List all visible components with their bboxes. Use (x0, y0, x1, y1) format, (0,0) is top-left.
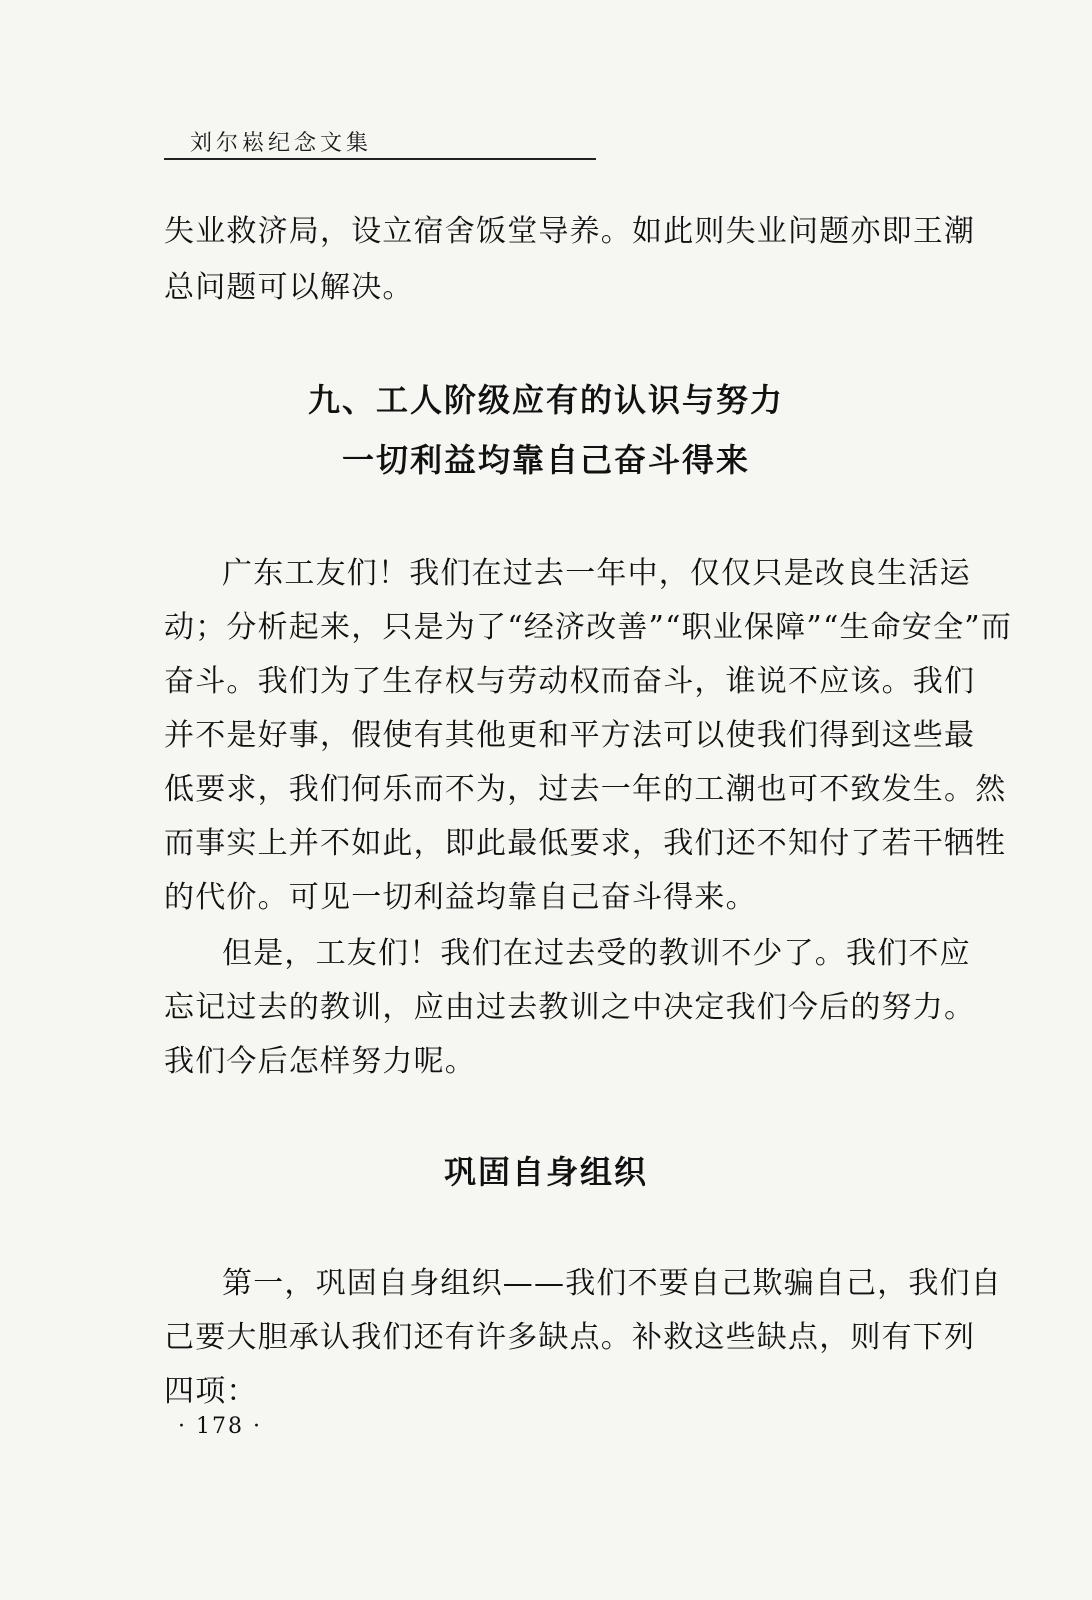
text-line: 忘记过去的教训，应由过去教训之中决定我们今后的努力。 (164, 990, 976, 1025)
text-line: 失业救济局，设立宿舍饭堂导养。如此则失业问题亦即王潮 (164, 214, 976, 249)
text-line: 动；分析起来，只是为了“经济改善”“职业保障”“生命安全”而 (164, 610, 1013, 645)
text-line: 低要求，我们何乐而不为，过去一年的工潮也可不致发生。然 (164, 772, 1007, 807)
header-rule (164, 158, 596, 160)
section-subtitle: 一切利益均靠自己奋斗得来 (341, 441, 750, 479)
text-line: 己要大胆承认我们还有许多缺点。补救这些缺点，则有下列 (164, 1320, 976, 1355)
running-head: 刘尔崧纪念文集 (190, 131, 373, 156)
text-line: 但是，工友们！我们在过去受的教训不少了。我们不应 (222, 936, 971, 971)
text-line: 总问题可以解决。 (164, 270, 414, 305)
text-line: 而事实上并不如此，即此最低要求，我们还不知付了若干牺牲 (164, 826, 1007, 861)
text-line: 我们今后怎样努力呢。 (164, 1044, 476, 1079)
text-line: 广东工友们！我们在过去一年中，仅仅只是改良生活运 (222, 556, 971, 591)
text-line: 的代价。可见一切利益均靠自己奋斗得来。 (164, 880, 757, 915)
subsection-heading: 巩固自身组织 (443, 1153, 648, 1191)
text-line: 四项： (164, 1374, 258, 1409)
text-line: 奋斗。我们为了生存权与劳动权而奋斗，谁说不应该。我们 (164, 664, 976, 699)
text-line: 第一，巩固自身组织——我们不要自己欺骗自己，我们自 (222, 1266, 1002, 1301)
section-heading: 九、工人阶级应有的认识与努力 (307, 381, 784, 419)
text-line: 并不是好事，假使有其他更和平方法可以使我们得到这些最 (164, 718, 976, 753)
page-number: · 178 · (178, 1414, 262, 1439)
